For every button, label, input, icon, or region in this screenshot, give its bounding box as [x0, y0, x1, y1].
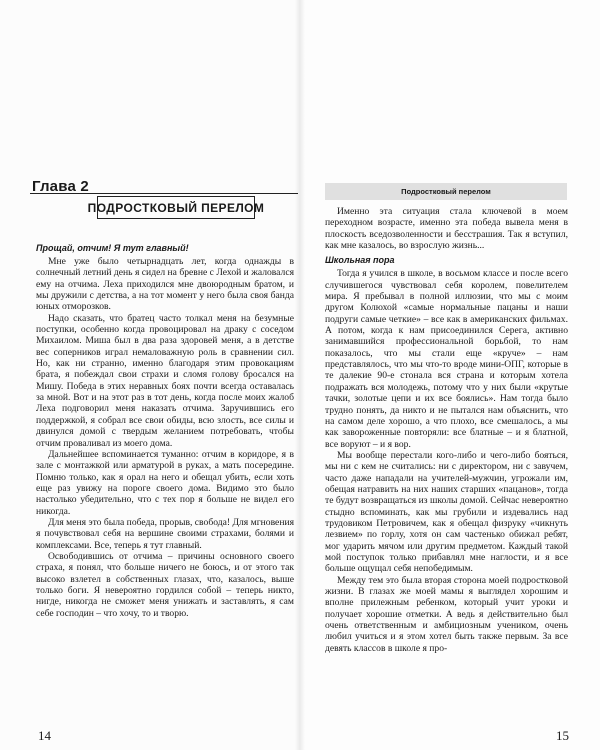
paragraph: Дальнейшее вспоминается туманно: отчим в коридоре, я в зале с монтажкой или арматурой в руках, а мать посередине. Помню только, как я орал на него и обещал убить, если хоть еще раз увижу на пороге своего дома. Видимо это было настолько убедительно, что с тех пор я больше не видел его никогда. — [36, 448, 294, 517]
running-head: Подростковый перелом — [325, 183, 567, 200]
section-title: Прощай, отчим! Я тут главный! — [36, 243, 189, 253]
paragraph: Освободившись от отчима – причины основного своего страха, я понял, что больше ничего не боюсь, и от этого так высоко взлетел в собственных глазах, что, казалось, выше только боги. Я невероятно гордился собой – теперь никто, нигде, никогда не сможет меня унижать и заставлять, я сам себе господин – что хочу, то и творю. — [36, 550, 294, 619]
paragraph: Между тем это была вторая сторона моей подростковой жизни. В глазах же моей мамы я выглядел хорошим и вполне прилежным ребенком, который учит уроки и получает хорошие отметки. А ведь я действительно был очень ответственным и амбициозным учеником, очень любил учиться и я этом хотел быть также первым. За все девять классов в школе я про- — [325, 574, 568, 654]
paragraph: Надо сказать, что братец часто толкал меня на безумные поступки, особенно когда провоцировал на драку с соседом Михаилом. Миша был в два раза здоровей меня, а в детстве вес соперников играл немаловажную роль в сравнении сил. Но, как ни странно, именно благодаря этим провокациям брата, я побеждал свои страхи и сломя голову бросался на Мишу. Победа в этих неравных боях почти всегда оставалась за мной. Вот и на этот раз в тот день, когда после моих жалоб Леха подговорил меня наказать отчима. Заручившись его поддержкой, я собрал все свои обиды, всю злость, все силы и двинулся домой с твердым желанием потребовать, чтобы отчим проваливал из моего дома. — [36, 312, 294, 449]
chapter-title: ПОДРОСТКОВЫЙ ПЕРЕЛОМ — [97, 196, 255, 219]
book-gutter — [295, 0, 305, 750]
chapter-rule — [30, 193, 298, 194]
section-title: Школьная пора — [325, 255, 395, 266]
paragraph: Мы вообще перестали кого-либо и чего-либо бояться, мы ни с кем не считались: ни с директором, ни с завучем, часто даже нападали на учителей-мужчин, угрожали им, обещая натравить на них наших старших «пацанов», тогда те будут возвращаться из школы домой. Сейчас невероятно стыдно вспоминать, как мы грубили и издевались над трудовиком Петровичем, как я обещал физруку «чикнуть лезвием» по горлу, хотя он сам частенько обижал ребят, мог ударить мячом или другим предметом. Каждый такой мой поступок только прибавлял мне наглости, и я все больше ощущал себя непобедимым. — [325, 449, 568, 575]
page-number: 15 — [556, 728, 569, 743]
page-number: 14 — [38, 728, 51, 743]
paragraph: Для меня это была победа, прорыв, свобода! Для мгновения я почувствовал себя на вершине своими страхами, болями и комплексами. Все, теперь я тут главный. — [36, 516, 294, 551]
paragraph: Мне уже было четырнадцать лет, когда однажды в солнечный летний день я сидел на бревне с Лехой и жаловался ему на отчима. Леха приходился мне двоюродным братом, и мы дружили с детства, а на тот момент у него была своя банда юных отморозков. — [36, 256, 294, 313]
right-text-column — [325, 206, 568, 654]
left-text-column — [36, 243, 294, 619]
intro-paragraph: Именно эта ситуация стала ключевой в моем переходном возрасте, именно эта победа вывела меня в плоскость вседозволенности и бесстрашия. Так я вступил, как мне казалось, во взрослую жизнь... — [325, 206, 568, 252]
chapter-label: Глава 2 — [32, 178, 89, 195]
paragraph: Тогда я учился в школе, в восьмом классе и после всего случившегося чувствовал себя королем, повелителем мира. Я пребывал в полной иллюзии, что мы с моим другом Колюхой «самые нормальные пацаны и наши подруги самые четкие» – все как в американских фильмах. А потом, когда к нам присоединился Серега, активно занимавшийся профессиональной борьбой, то нам показалось, что мы стали еще «круче» – нам представлялось, что мы что-то вроде мини-ОПГ, которые в те далекие 90-е стонала вся страна и которым хотела подражать вся молодежь, потому что у них были «крутые тачки, золотые цепи и их все боялись». Нам тогда было трудно понять, да никто и не пытался нам объяснить, что на самом деле хорошо, а что плохо, все смешалось, а мы как завороженные повторяли: все блатные – и я блатной, все воруют – и я вор. — [325, 268, 568, 450]
